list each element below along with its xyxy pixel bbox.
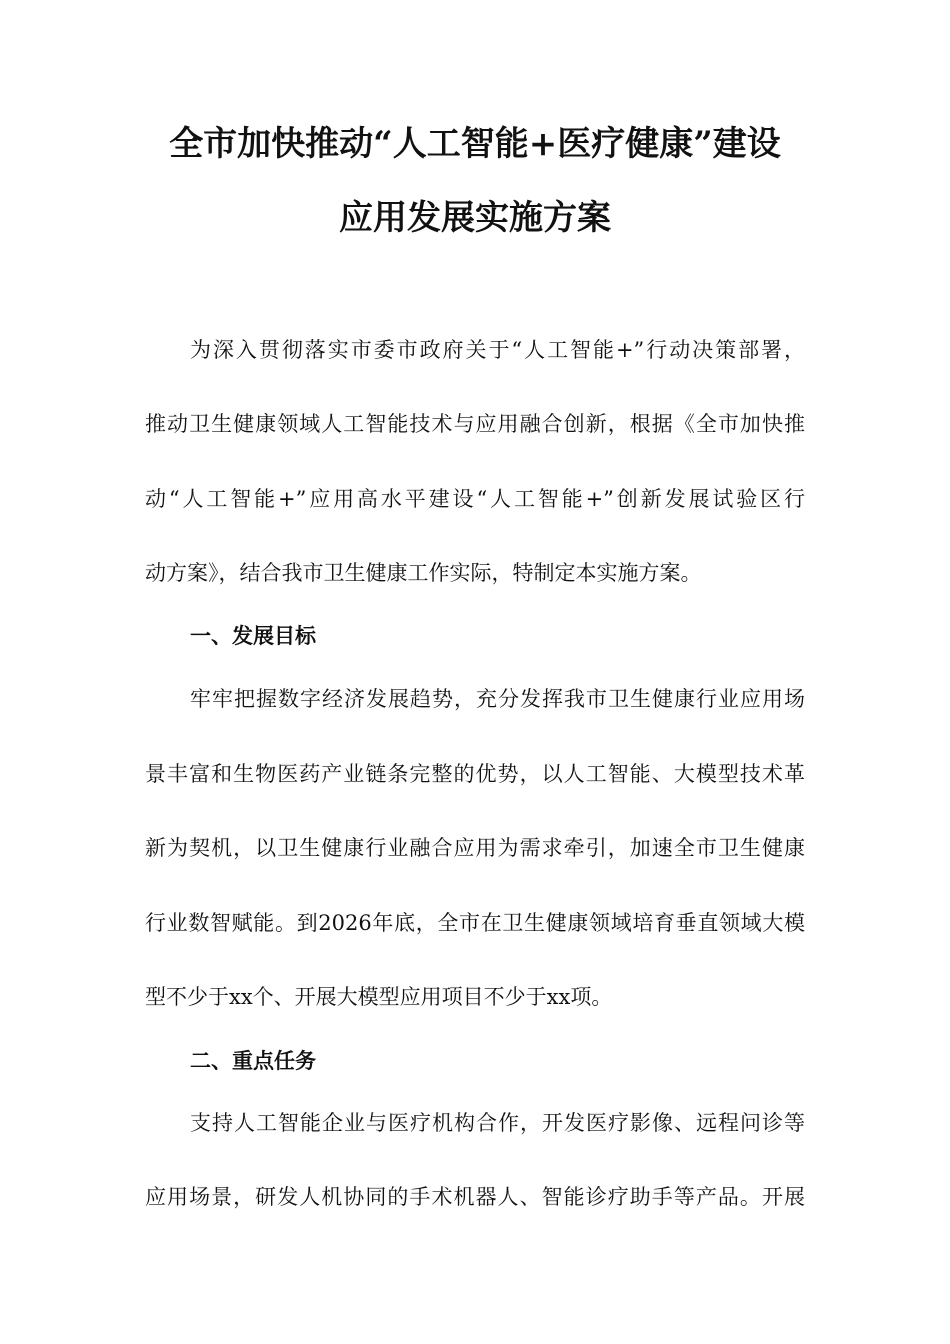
goals-paragraph-line: 行业数智赋能。到2026年底，全市在卫生健康领域培育垂直领域大模 [145,911,805,935]
goals-paragraph-line: 景丰富和生物医药产业链条完整的优势，以人工智能、大模型技术革 [145,762,805,786]
tasks-paragraph-line: 支持人工智能企业与医疗机构合作，开发医疗影像、远程问诊等 [190,1111,805,1135]
document-title-line-1: 全市加快推动“人工智能+医疗健康”建设 [169,124,781,164]
goals-paragraph-line: 牢牢把握数字经济发展趋势，充分发挥我市卫生健康行业应用场 [190,687,805,711]
intro-paragraph-line: 动“人工智能+”应用高水平建设“人工智能+”创新发展试验区行 [145,487,805,511]
goals-paragraph-line: 型不少于xx个、开展大模型应用项目不少于xx项。 [145,985,613,1009]
section-heading-goals: 一、发展目标 [190,624,316,648]
section-heading-tasks: 二、重点任务 [190,1049,316,1073]
intro-paragraph-line: 动方案》，结合我市卫生健康工作实际，特制定本实施方案。 [145,561,702,585]
document-title-line-2: 应用发展实施方案 [339,198,611,238]
goals-paragraph-line: 新为契机，以卫生健康行业融合应用为需求牵引，加速全市卫生健康 [145,836,805,860]
intro-paragraph-line: 为深入贯彻落实市委市政府关于“人工智能+”行动决策部署， [190,338,805,362]
intro-paragraph-line: 推动卫生健康领域人工智能技术与应用融合创新，根据《全市加快推 [145,412,805,436]
tasks-paragraph-line: 应用场景，研发人机协同的手术机器人、智能诊疗助手等产品。开展 [145,1185,805,1209]
